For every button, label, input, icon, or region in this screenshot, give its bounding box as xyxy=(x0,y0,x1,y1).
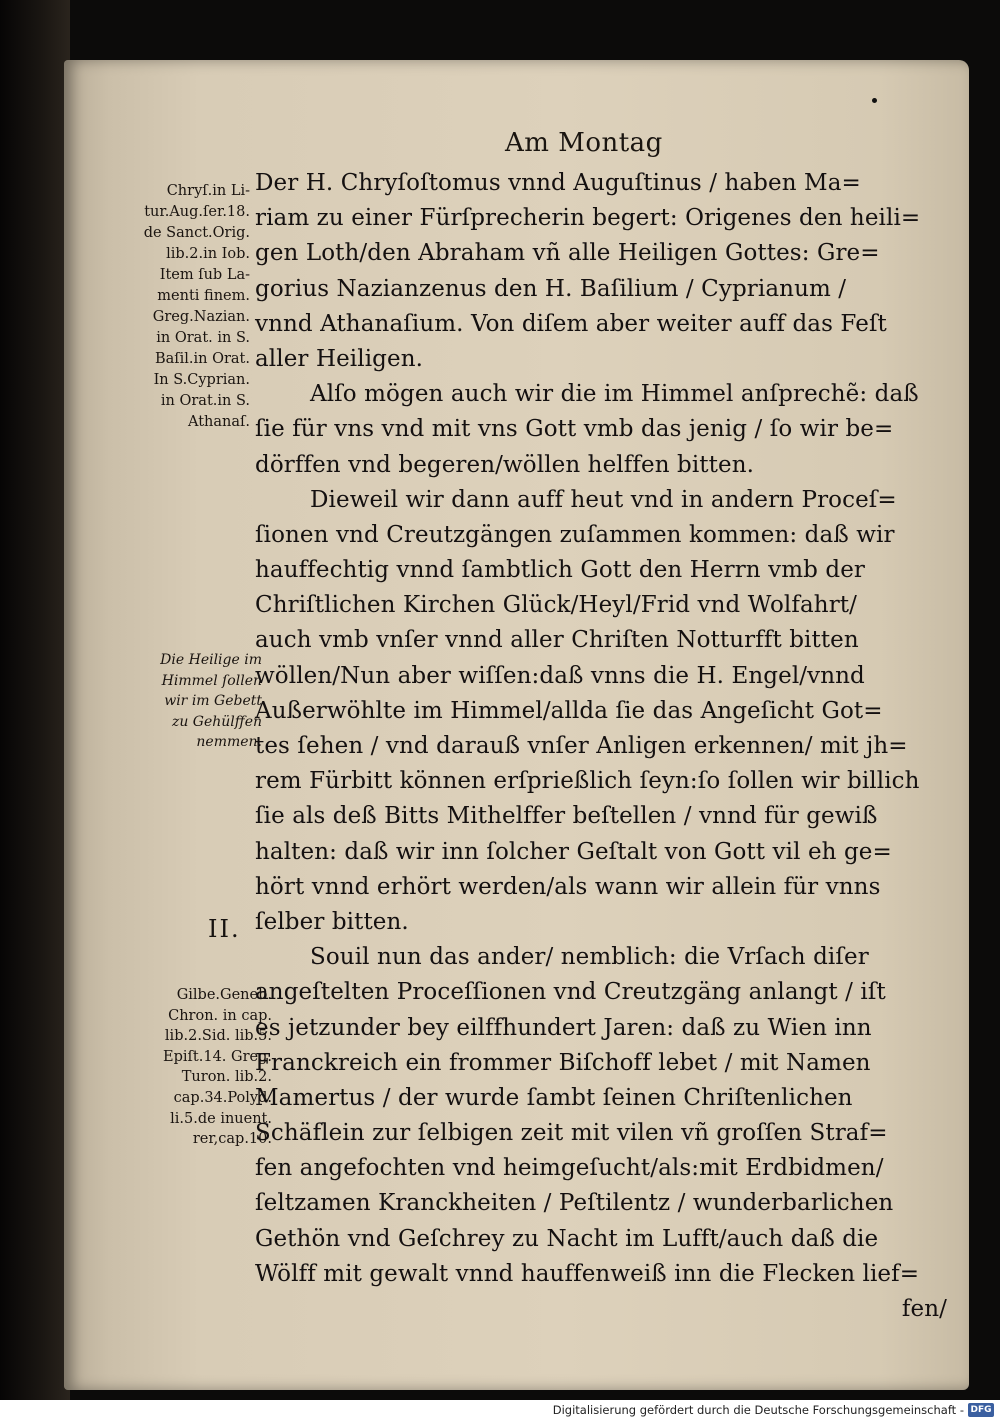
funding-credit: Digitalisierung gefördert durch die Deutsche Forschungsgemeinschaft - xyxy=(552,1403,964,1417)
text-line: ſie für vns vnd mit vns Gott vmb das jenig / ſo wir be= xyxy=(255,416,894,443)
catchword-line: fen/ xyxy=(901,1296,947,1322)
margin-note-line: Chryſ.in Li- xyxy=(166,183,250,199)
margin-note-line: cap.34.Polyd. xyxy=(173,1089,272,1106)
margin-note-line: tur.Aug.ſer.18. xyxy=(144,204,250,220)
text-line: Chriſtlichen Kirchen Glück/Heyl/Frid vnd Wolfahrt/ xyxy=(255,592,857,619)
margin-note-references-2 xyxy=(140,985,272,1150)
margin-note-references-1 xyxy=(108,181,250,433)
text-line: ſeltzamen Kranckheiten / Peſtilentz / wunderbarlichen xyxy=(255,1190,894,1217)
body-text xyxy=(255,166,955,1327)
margin-note-line: Chron. in cap. xyxy=(168,1007,272,1024)
margin-note-line: Item ſub La- xyxy=(159,267,250,283)
text-line: Gethön vnd Geſchrey zu Nacht im Lufft/auch daß die xyxy=(255,1225,879,1252)
margin-note-line: Epiſt.14. Greg. xyxy=(163,1048,272,1065)
text-line: aller Heiligen. xyxy=(255,345,424,372)
margin-note-line: lib.2.in Iob. xyxy=(166,246,250,262)
text-line: Der H. Chryſoſtomus vnnd Auguſtinus / haben Ma= xyxy=(255,170,861,196)
text-line: Schäflein zur ſelbigen zeit mit vilen vñ groſſen Straf= xyxy=(255,1120,888,1147)
text-line: Außerwöhlte im Himmel/allda ſie das Angeſicht Got= xyxy=(255,697,883,724)
text-line: Alſo mögen auch wir die im Himmel anſprechẽ: daß xyxy=(310,381,919,408)
margin-note-line: lib.2.Sid. lib.5. xyxy=(164,1028,272,1045)
ink-dot xyxy=(872,98,877,103)
text-line: gen Loth/den Abraham vñ alle Heiligen Gottes: Gre= xyxy=(255,240,880,267)
margin-note-line: In S.Cyprian. xyxy=(153,372,250,388)
margin-note-line: Himmel ſollen xyxy=(161,672,262,689)
margin-note-line: Athanaſ. xyxy=(188,414,250,430)
margin-note-line: in Orat. in S. xyxy=(156,330,250,346)
text-line: tes ſehen / vnd darauß vnſer Anligen erkennen/ mit jh= xyxy=(255,733,908,759)
text-line: wöllen/Nun aber wiſſen:daß vnns die H. Engel/vnnd xyxy=(255,662,865,689)
text-line: dörffen vnd begeren/wöllen helffen bitten. xyxy=(255,451,755,478)
text-line: rem Fürbitt können erſprießlich ſeyn:ſo ſollen wir billich xyxy=(255,768,920,795)
text-line: fen angefochten vnd heimgeſucht/als:mit Erdbidmen/ xyxy=(255,1155,884,1182)
text-line: es jetzunder bey eilffhundert Jaren: daß zu Wien inn xyxy=(255,1014,872,1041)
margin-note-line: de Sanct.Orig. xyxy=(143,225,250,241)
text-line: ſie als deß Bitts Mithelffer beſtellen / vnnd für gewiß xyxy=(255,803,878,830)
margin-note-line: rer,cap.10. xyxy=(192,1131,272,1148)
margin-note-line: li.5.de inuent. xyxy=(170,1110,272,1127)
text-line: riam zu einer Fürſprecherin begert: Origenes den heili= xyxy=(255,205,921,232)
margin-note-line: nemmen. xyxy=(196,734,262,750)
margin-note-line: wir im Gebett xyxy=(164,693,262,709)
text-line: Dieweil wir dann auff heut vnd in andern Proceſ= xyxy=(310,486,897,513)
running-head: Am Montag xyxy=(505,128,663,158)
margin-note-line: Greg.Nazian. xyxy=(152,309,250,325)
text-line: gorius Nazianzenus den H. Baſilium / Cyprianum / xyxy=(255,275,847,302)
text-line: vnnd Athanaſium. Von diſem aber weiter auff das Feſt xyxy=(255,310,887,337)
text-line: Franckreich ein frommer Biſchoff lebet / mit Namen xyxy=(255,1049,871,1076)
margin-note-line: menti finem. xyxy=(157,288,250,304)
margin-note-line: zu Gehülffen xyxy=(171,713,262,730)
margin-note-line: in Orat.in S. xyxy=(160,393,250,409)
margin-note-line: Turon. lib.2. xyxy=(181,1069,272,1086)
text-line: hört vnnd erhört werden/als wann wir allein für vnns xyxy=(255,873,881,900)
text-line: hauffechtig vnnd ſambtlich Gott den Herrn vmb der xyxy=(255,557,865,584)
margin-note-line: Baſil.in Orat. xyxy=(154,351,250,367)
margin-note-heilige xyxy=(130,650,262,753)
text-line: ſionen vnd Creutzgängen zuſammen kommen: daß wir xyxy=(255,521,895,548)
scan-background xyxy=(0,0,70,1400)
text-line: halten: daß wir inn ſolcher Geſtalt von Gott vil eh ge= xyxy=(255,838,892,865)
text-line: auch vmb vnſer vnnd aller Chriſten Notturfft bitten xyxy=(255,627,859,654)
text-line: Souil nun das ander/ nemblich: die Vrſach diſer xyxy=(310,944,869,971)
section-number: II. xyxy=(208,915,241,943)
margin-note-line: Gilbe.Geneb. xyxy=(176,987,272,1003)
dfg-logo-icon: DFG xyxy=(968,1403,994,1417)
text-line: Mamertus / der wurde ſambt ſeinen Chriſtenlichen xyxy=(255,1084,853,1111)
text-line: Wölff mit gewalt vnnd hauffenweiß inn die Flecken lief= xyxy=(255,1260,920,1287)
text-line: ſelber bitten. xyxy=(255,908,409,935)
margin-note-line: Die Heilige im xyxy=(160,652,262,668)
text-line: angeſtelten Proceſſionen vnd Creutzgäng anlangt / iſt xyxy=(255,979,886,1006)
